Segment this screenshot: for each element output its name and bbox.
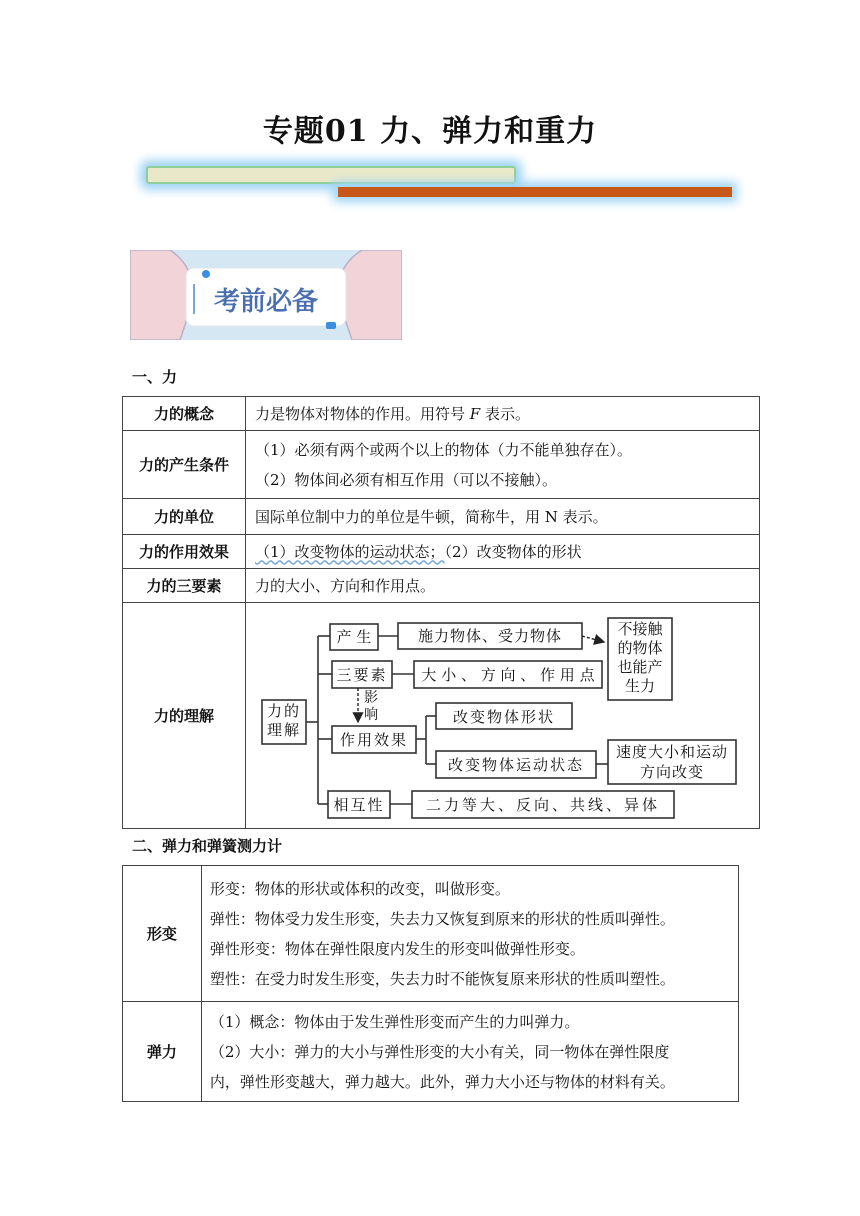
title-decoration-top-band	[146, 166, 516, 184]
banner-kaoqianbibei	[130, 250, 402, 340]
row-label: 力的产生条件	[123, 431, 246, 499]
row-label: 力的三要素	[123, 569, 246, 603]
force-understanding-diagram-cell	[246, 603, 760, 829]
row-value	[246, 535, 760, 569]
row-label: 力的理解	[123, 603, 246, 829]
effect-part-2: （2）改变物体的形状	[444, 542, 582, 561]
row-label: 力的概念	[123, 397, 246, 431]
row-label: 力的单位	[123, 499, 246, 535]
definition-line: 弹性：物体受力发生形变，失去力又恢复到原来的形状的性质叫弹性。	[209, 909, 675, 928]
row-value: 国际单位制中力的单位是牛顿，简称牛，用 N 表示。	[246, 499, 760, 535]
diagram-effect-a: 改变物体形状	[452, 707, 556, 726]
force-understanding-diagram	[246, 604, 759, 828]
table-row	[123, 499, 760, 535]
effect-part-1: （1）改变物体的运动状态；	[255, 542, 445, 561]
banner-text: 考前必备	[213, 287, 319, 317]
row-label: 形变	[123, 866, 202, 1002]
definition-line: 内，弹性形变越大，弹力越大。此外，弹力大小还与物体的材料有关。	[209, 1072, 675, 1091]
diagram-effect: 作用效果	[339, 730, 409, 749]
section-1-heading: 一、力	[132, 368, 178, 386]
row-value	[201, 866, 738, 1002]
table-row	[123, 866, 739, 1002]
row-label: 力的作用效果	[123, 535, 246, 569]
definition-line: 弹性形变：物体在弹性限度内发生的形变叫做弹性形变。	[209, 939, 585, 958]
definition-line: （1）概念：物体由于发生弹性形变而产生的力叫弹力。	[209, 1012, 580, 1031]
definition-line: （2）大小：弹力的大小与弹性形变的大小有关，同一物体在弹性限度	[209, 1042, 670, 1061]
table-row	[123, 431, 760, 499]
table-row	[123, 535, 760, 569]
force-table	[122, 396, 760, 829]
diagram-chan: 产 生	[336, 627, 372, 646]
diagram-effect-b-note: 速度大小和运动方向改变	[616, 742, 729, 781]
diagram-chan-note: 不接触的物体也能产生力	[617, 619, 663, 695]
row-value	[201, 1002, 738, 1102]
diagram-chan-detail: 施力物体、受力物体	[417, 626, 563, 645]
table-row	[123, 397, 760, 431]
diagram-mutual-detail: 二力等大、反向、共线、异体	[425, 795, 661, 814]
diagram-effect-b: 改变物体运动状态	[447, 755, 585, 774]
table-row	[123, 603, 760, 829]
condition-line-2: （2）物体间必须有相互作用（可以不接触）。	[255, 470, 558, 489]
diagram-sanyaosu: 三要素	[336, 665, 388, 684]
diagram-root: 力的理解	[266, 701, 301, 739]
title-decoration-bottom-band	[338, 187, 732, 197]
diagram-mutual: 相互性	[333, 795, 385, 814]
diagram-sanyaosu-detail: 大 小 、 方 向 、 作 用 点	[421, 665, 595, 684]
definition-line: 塑性：在受力时发生形变，失去力时不能恢复原来形状的性质叫塑性。	[209, 969, 675, 988]
section-2-heading: 二、弹力和弹簧测力计	[132, 837, 283, 855]
row-value	[246, 431, 760, 499]
table-row	[123, 569, 760, 603]
row-value: 力是物体对物体的作用。用符号 F 表示。	[246, 397, 760, 431]
condition-line-1: （1）必须有两个或两个以上的物体（力不能单独存在）。	[255, 440, 633, 459]
diagram-yingxiang: 影响	[364, 689, 378, 723]
row-label: 弹力	[123, 1002, 202, 1102]
definition-line: 形变：物体的形状或体积的改变，叫做形变。	[209, 879, 510, 898]
row-value: 力的大小、方向和作用点。	[246, 569, 760, 603]
table-row	[123, 1002, 739, 1102]
elasticity-table	[122, 865, 739, 1102]
page-title: 专题01 力、弹力和重力	[262, 114, 598, 149]
